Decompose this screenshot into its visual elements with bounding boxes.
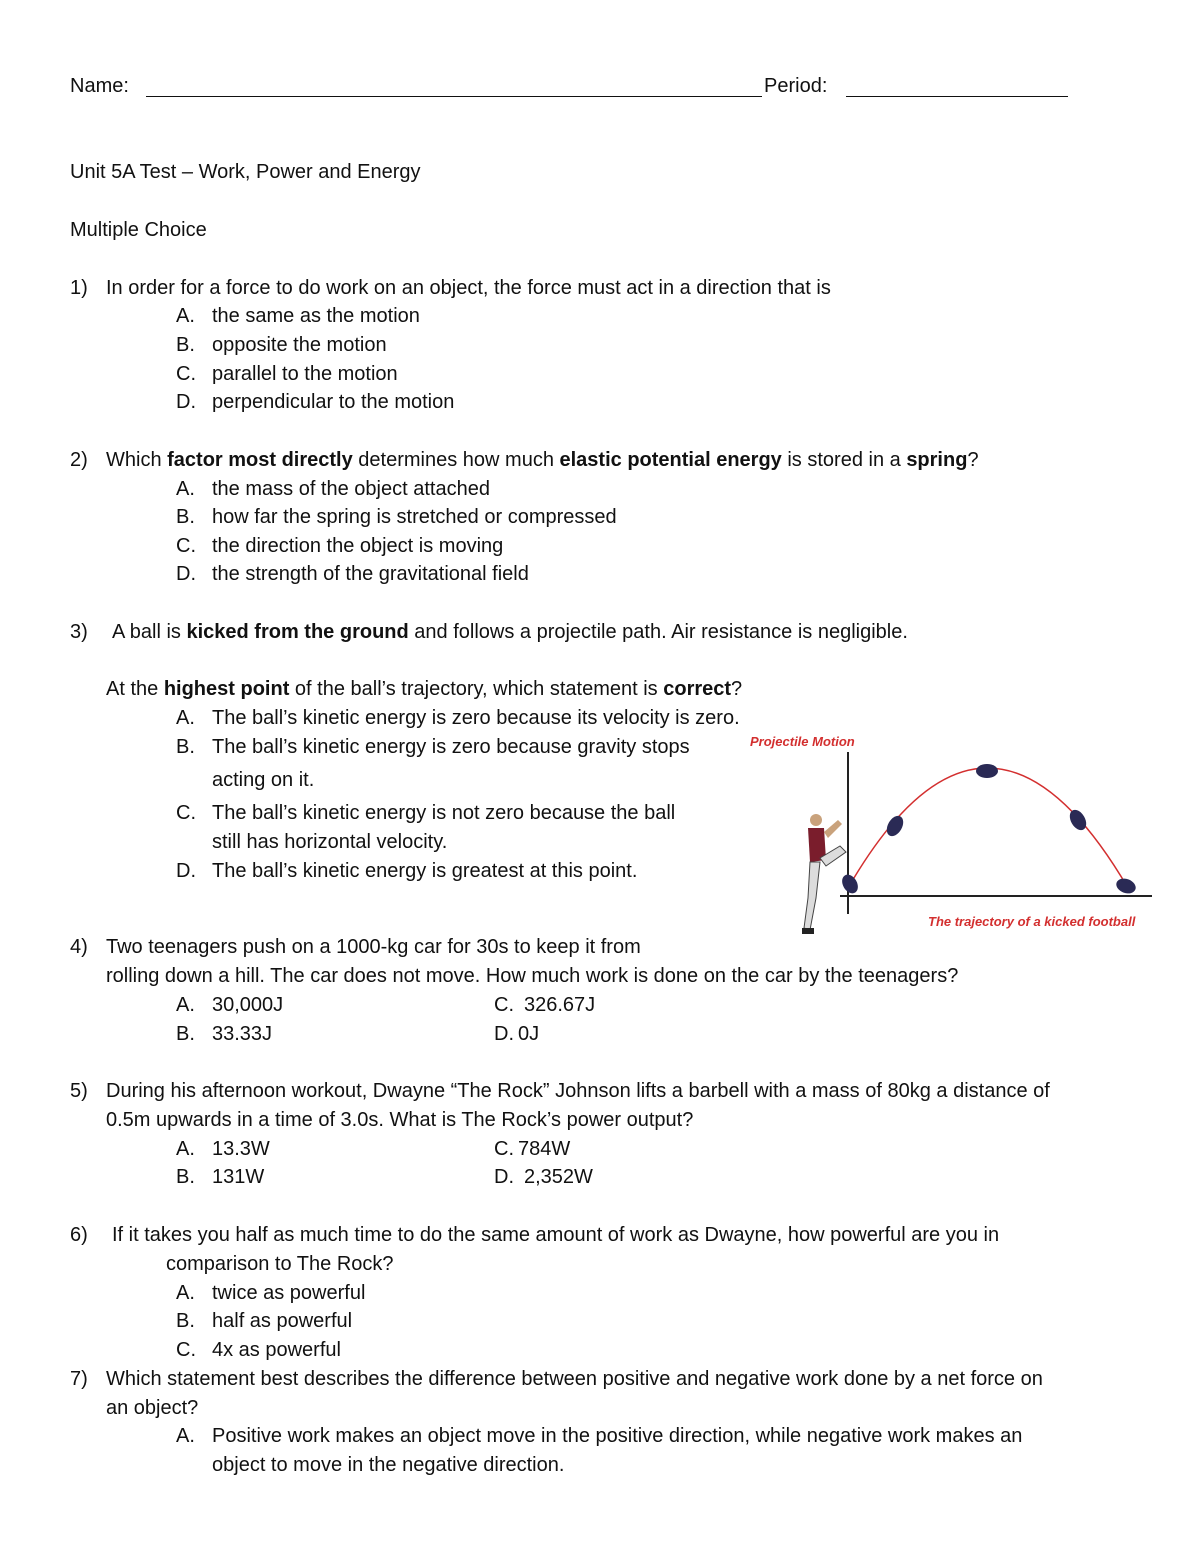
option-text: still has horizontal velocity. xyxy=(212,831,448,853)
option-text: 33.33J xyxy=(212,1023,273,1045)
football-icon xyxy=(839,764,1138,896)
option-text: the mass of the object attached xyxy=(212,478,490,500)
question-text: comparison to The Rock? xyxy=(166,1253,394,1275)
option-text: object to move in the negative direction. xyxy=(212,1454,565,1476)
option-letter: A. xyxy=(176,1138,195,1160)
option-text: 30,000J xyxy=(212,994,284,1016)
option-letter: A. xyxy=(176,305,195,327)
question-text: A ball is kicked from the ground and follows a projectile path. Air resistance is negligible. xyxy=(112,621,908,643)
option-text: perpendicular to the motion xyxy=(212,391,455,413)
test-title: Unit 5A Test – Work, Power and Energy xyxy=(70,161,421,183)
name-blank[interactable] xyxy=(146,96,762,97)
question-number: 5) xyxy=(70,1080,88,1102)
question-subtext: At the highest point of the ball’s trajectory, which statement is correct? xyxy=(106,678,743,700)
option-text: acting on it. xyxy=(212,769,315,791)
option-letter: D. xyxy=(176,391,196,413)
question-number: 1) xyxy=(70,277,88,299)
option-text: the direction the object is moving xyxy=(212,535,504,557)
option-letter: B. xyxy=(176,736,195,758)
option-letter: C. xyxy=(176,363,196,385)
question-number: 4) xyxy=(70,936,88,958)
question-number: 2) xyxy=(70,449,88,471)
option-letter: B. xyxy=(176,1310,195,1332)
option-text: 784W xyxy=(518,1138,571,1160)
kicker-figure xyxy=(802,814,846,934)
option-letter: A. xyxy=(176,478,195,500)
option-text: opposite the motion xyxy=(212,334,387,356)
option-letter: C. xyxy=(176,535,196,557)
question-text: In order for a force to do work on an object, the force must act in a direction that is xyxy=(106,277,831,299)
option-letter: A. xyxy=(176,994,195,1016)
option-text: the strength of the gravitational field xyxy=(212,563,529,585)
name-label: Name: xyxy=(70,75,129,97)
option-text: the same as the motion xyxy=(212,305,420,327)
option-text: The ball’s kinetic energy is zero because gravity stops xyxy=(212,736,690,758)
option-letter: C. xyxy=(176,802,196,824)
option-text: 131W xyxy=(212,1166,265,1188)
question-text: Two teenagers push on a 1000-kg car for 30s to keep it from xyxy=(106,936,641,958)
option-text: half as powerful xyxy=(212,1310,353,1332)
question-text: an object? xyxy=(106,1397,199,1419)
option-letter: C. xyxy=(494,1138,514,1160)
question-number: 6) xyxy=(70,1224,88,1246)
option-text: how far the spring is stretched or compressed xyxy=(212,506,617,528)
option-text: 13.3W xyxy=(212,1138,270,1160)
option-letter: D. xyxy=(176,563,196,585)
option-text: 0J xyxy=(518,1023,540,1045)
question-text: 0.5m upwards in a time of 3.0s. What is The Rock’s power output? xyxy=(106,1109,694,1131)
option-text: 4x as powerful xyxy=(212,1339,341,1361)
question-text: Which factor most directly determines how much elastic potential energy is stored in a spring? xyxy=(106,449,979,471)
option-letter: A. xyxy=(176,707,195,729)
option-text: The ball’s kinetic energy is zero because its velocity is zero. xyxy=(212,707,740,729)
option-text: 326.67J xyxy=(524,994,596,1016)
period-blank[interactable] xyxy=(846,96,1068,97)
question-text: During his afternoon workout, Dwayne “The Rock” Johnson lifts a barbell with a mass of 80kg a distance of xyxy=(106,1080,1050,1102)
option-text: 2,352W xyxy=(524,1166,593,1188)
option-text: twice as powerful xyxy=(212,1282,366,1304)
option-letter: B. xyxy=(176,506,195,528)
question-text: Which statement best describes the difference between positive and negative work done by a net force on xyxy=(106,1368,1043,1390)
option-text: parallel to the motion xyxy=(212,363,398,385)
option-letter: A. xyxy=(176,1282,195,1304)
option-letter: D. xyxy=(176,860,196,882)
option-letter: A. xyxy=(176,1425,195,1447)
period-label: Period: xyxy=(764,75,828,97)
figure-caption: The trajectory of a kicked football xyxy=(928,914,1136,929)
option-letter: B. xyxy=(176,334,195,356)
projectile-figure xyxy=(750,728,1170,943)
question-text: rolling down a hill. The car does not move. How much work is done on the car by the teenagers? xyxy=(106,965,959,987)
option-text: Positive work makes an object move in the positive direction, while negative work makes an xyxy=(212,1425,1023,1447)
option-text: The ball’s kinetic energy is greatest at this point. xyxy=(212,860,638,882)
figure-title: Projectile Motion xyxy=(750,734,855,749)
option-letter: D. xyxy=(494,1023,514,1045)
option-letter: C. xyxy=(176,1339,196,1361)
option-text: The ball’s kinetic energy is not zero because the ball xyxy=(212,802,676,824)
section-heading: Multiple Choice xyxy=(70,219,207,241)
question-number: 3) xyxy=(70,621,88,643)
option-letter: B. xyxy=(176,1023,195,1045)
question-text: If it takes you half as much time to do the same amount of work as Dwayne, how powerful are you in xyxy=(112,1224,1000,1246)
option-letter: B. xyxy=(176,1166,195,1188)
question-number: 7) xyxy=(70,1368,88,1390)
option-letter: D. xyxy=(494,1166,514,1188)
option-letter: C. xyxy=(494,994,514,1016)
